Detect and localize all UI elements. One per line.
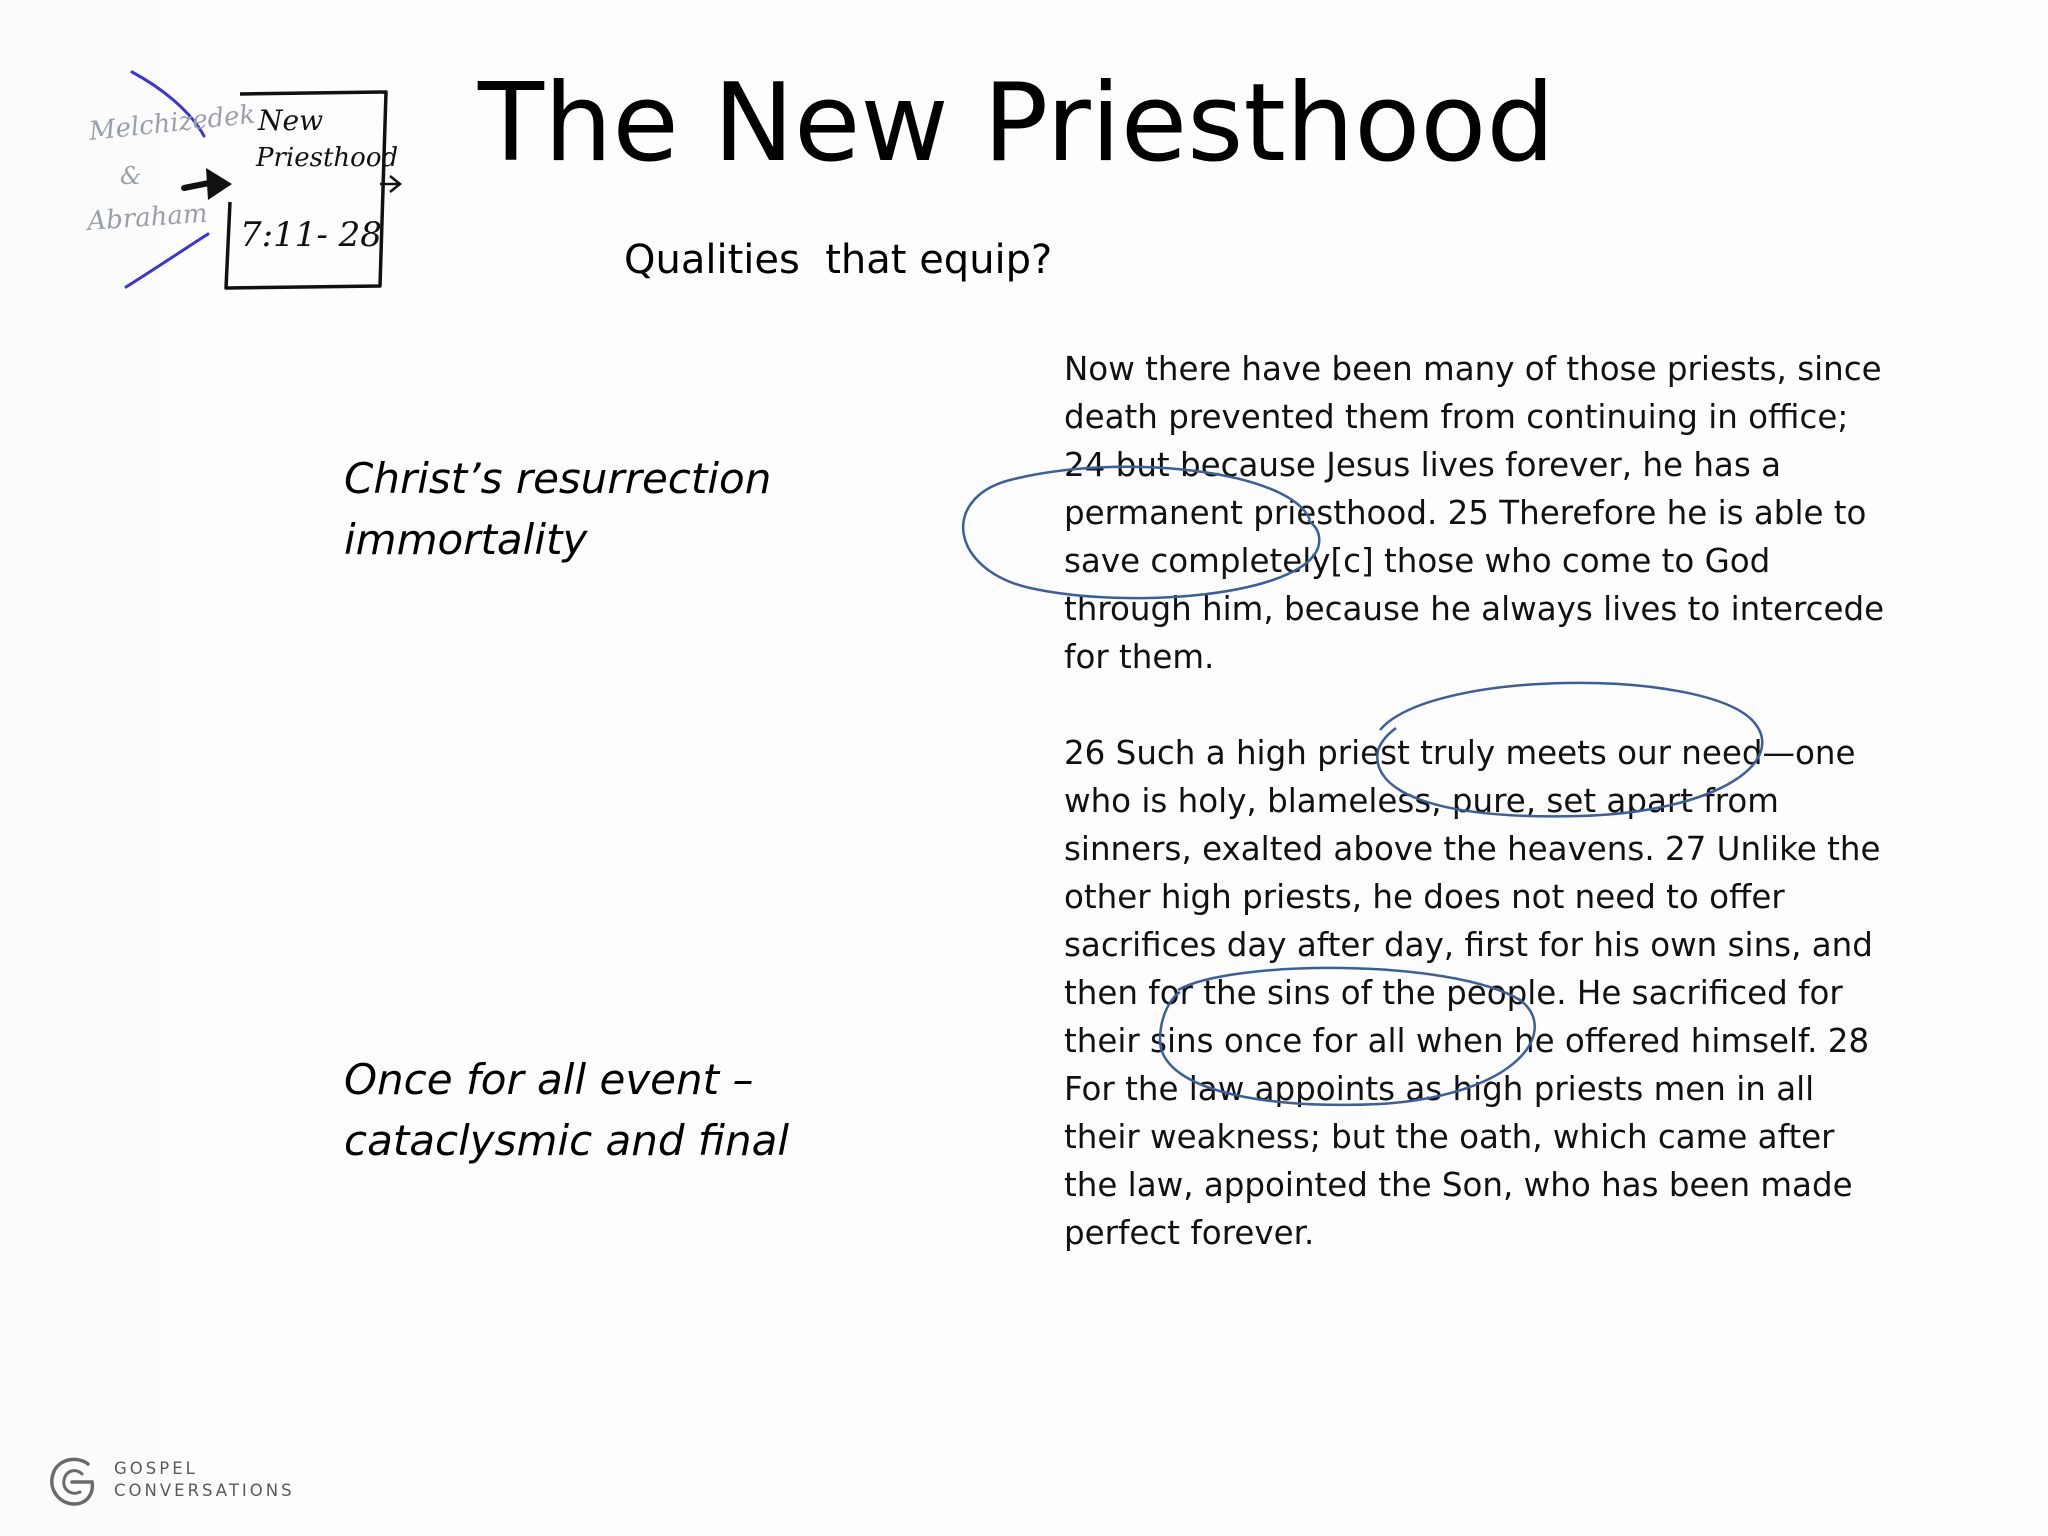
scripture-line: their weakness; but the oath, which came after <box>1064 1118 1835 1156</box>
note-once-for-all <box>344 1049 789 1171</box>
logo-line-2: CONVERSATIONS <box>114 1481 295 1500</box>
sketch-label-melchizedek: Melchizedek <box>87 99 257 147</box>
sketch-label-abraham: Abraham <box>86 198 209 237</box>
scripture-line: save completely[c] those who come to God <box>1064 542 1771 580</box>
sketch-box-reference: 7:11- 28 <box>240 215 382 255</box>
scripture-line: sinners, exalted above the heavens. 27 Unlike the <box>1064 830 1881 868</box>
note-line: cataclysmic and final <box>344 1116 790 1165</box>
note-line: Once for all event – <box>344 1055 754 1104</box>
arrow-head-icon <box>206 168 232 200</box>
scripture-line: for them. <box>1064 638 1215 676</box>
scripture-line: the law, appointed the Son, who has been made <box>1064 1166 1853 1204</box>
sketch-box-line-1: New <box>258 104 324 137</box>
logo-swirl-icon <box>48 1454 98 1508</box>
slide-subtitle: Qualities that equip? <box>624 237 1053 283</box>
note-line: Christ’s resurrection <box>344 454 772 503</box>
scripture-line: Now there have been many of those priests, since <box>1064 350 1882 388</box>
note-resurrection <box>344 448 771 570</box>
logo-wordmark <box>114 1458 295 1502</box>
note-line: immortality <box>344 515 588 564</box>
scripture-line: other high priests, he does not need to offer <box>1064 878 1785 916</box>
scripture-line: their sins once for all when he offered himself. 28 <box>1064 1022 1870 1060</box>
scripture-passage <box>1064 345 2024 1257</box>
scripture-line: then for the sins of the people. He sacrificed for <box>1064 974 1843 1012</box>
scripture-line: For the law appoints as high priests men in all <box>1064 1070 1815 1108</box>
sketch-label-ampersand: & <box>120 162 142 190</box>
hand-drawn-diagram <box>80 62 420 302</box>
blue-stroke-bottom <box>126 234 208 287</box>
sketch-box-line-2: Priesthood <box>256 143 399 173</box>
scripture-line: through him, because he always lives to intercede <box>1064 590 1885 628</box>
scripture-line: sacrifices day after day, first for his own sins, and <box>1064 926 1873 964</box>
scripture-line: who is holy, blameless, pure, set apart from <box>1064 782 1779 820</box>
paragraph-gap <box>1064 681 2024 729</box>
gospel-conversations-logo <box>48 1454 308 1514</box>
scripture-line: death prevented them from continuing in office; <box>1064 398 1849 436</box>
scripture-line: 24 but because Jesus lives forever, he has a <box>1064 446 1782 484</box>
scripture-line: permanent priesthood. 25 Therefore he is able to <box>1064 494 1867 532</box>
logo-line-1: GOSPEL <box>114 1459 198 1478</box>
scripture-line: 26 Such a high priest truly meets our need—one <box>1064 734 1856 772</box>
slide-title: The New Priesthood <box>478 61 1555 186</box>
scripture-line: perfect forever. <box>1064 1214 1315 1252</box>
